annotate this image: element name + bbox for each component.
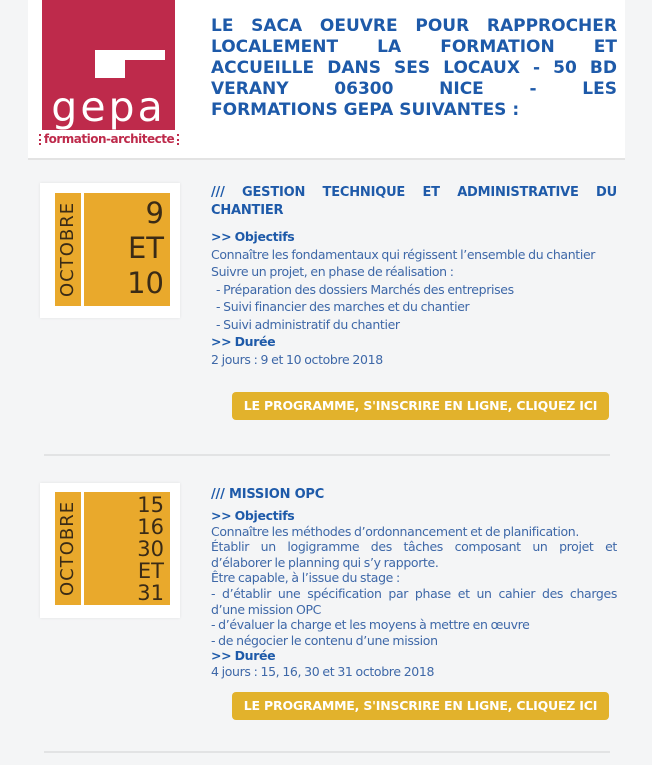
- body-line: Connaître les méthodes d’ordonnancement et de planification.: [211, 523, 579, 539]
- calendar-date-line: 15: [137, 493, 164, 517]
- body-line: - Suivi financier des marches et du chantier: [216, 299, 470, 314]
- course-title: [211, 486, 617, 504]
- objectifs-label: >> Objectifs: [211, 229, 295, 244]
- gepa-logo[interactable]: [42, 0, 175, 130]
- calendar-date-panel: [84, 193, 170, 306]
- body-line: Établir un logigramme des tâches composant un projet et: [211, 539, 617, 555]
- calendar-date-line: 31: [137, 581, 164, 605]
- duree-value: 4 jours : 15, 16, 30 et 31 octobre 2018: [211, 663, 435, 679]
- body-line: Connaître les fondamentaux qui régissent l’ensemble du chantier: [211, 246, 596, 262]
- page-title-line: FORMATIONS GEPA SUIVANTES :: [211, 100, 520, 120]
- calendar-dates: [84, 494, 164, 604]
- course-title-line: /// MISSION OPC: [211, 487, 325, 502]
- calendar-date-line: 9: [145, 196, 164, 230]
- calendar-date-line: ET: [137, 559, 164, 583]
- header-band: [28, 0, 625, 160]
- calendar-month-label: OCTOBRE: [57, 201, 78, 298]
- tagline-text: formation-architecte: [43, 132, 175, 146]
- course-description: [211, 228, 617, 368]
- duree-label: >> Durée: [211, 334, 276, 349]
- body-line: - de négocier le contenu d’une mission: [211, 632, 438, 648]
- body-line: - Suivi administratif du chantier: [216, 316, 400, 332]
- calendar-month-label: OCTOBRE: [57, 500, 78, 597]
- objectifs-label: >> Objectifs: [211, 508, 295, 523]
- page-title-line: ACCUEILLE DANS SES LOCAUX - 50 BD: [211, 58, 617, 78]
- body-line: d’une mission OPC: [211, 601, 322, 617]
- body-line: - d’établir une spécification par phase et un cahier des charges: [211, 585, 617, 601]
- body-line: - Préparation des dossiers Marchés des entreprises: [216, 281, 514, 297]
- calendar-dates: [84, 196, 164, 301]
- calendar-date-line: 16: [137, 515, 164, 539]
- calendar-date-line: 10: [127, 266, 164, 300]
- calendar-badge: [40, 483, 180, 618]
- course-description: [211, 508, 617, 680]
- body-line: d’élaborer le planning qui s’y rapporte.: [211, 554, 439, 570]
- course-title: [211, 184, 617, 220]
- calendar-badge: [40, 183, 180, 318]
- body-line: - d’évaluer la charge et les moyens à mettre en œuvre: [211, 617, 530, 633]
- calendar-month-strip: [55, 492, 81, 605]
- page-title: [211, 16, 617, 121]
- duree-label: >> Durée: [211, 648, 276, 664]
- tagline-bar-icon: [177, 134, 179, 145]
- body-line: Suivre un projet, en phase de réalisation :: [211, 264, 454, 279]
- calendar-date-panel: [84, 492, 170, 605]
- page-title-line: VERANY 06300 NICE - LES: [211, 79, 617, 99]
- page-title-line: LOCALEMENT LA FORMATION ET: [211, 37, 617, 57]
- body-line: Être capable, à l’issue du stage :: [211, 570, 400, 586]
- brand-name: gepa: [51, 83, 166, 131]
- course-title-line: /// GESTION TECHNIQUE ET ADMINISTRATIVE DU: [211, 185, 617, 200]
- calendar-date-line: 30: [137, 537, 164, 561]
- logo-mark-icon: [95, 50, 125, 78]
- duree-value: 2 jours : 9 et 10 octobre 2018: [211, 351, 383, 367]
- course-title-line: CHANTIER: [211, 203, 284, 218]
- brand-tagline: [34, 132, 184, 146]
- register-button[interactable]: LE PROGRAMME, S'INSCRIRE EN LIGNE, CLIQUEZ ICI: [232, 392, 609, 420]
- calendar-month-strip: [55, 193, 81, 306]
- calendar-date-line: ET: [127, 231, 164, 265]
- section-separator: [44, 751, 610, 753]
- section-separator: [44, 454, 610, 456]
- tagline-bar-icon: [39, 134, 41, 145]
- page-title-line: LE SACA OEUVRE POUR RAPPROCHER: [211, 16, 617, 36]
- register-button[interactable]: LE PROGRAMME, S'INSCRIRE EN LIGNE, CLIQUEZ ICI: [232, 692, 609, 720]
